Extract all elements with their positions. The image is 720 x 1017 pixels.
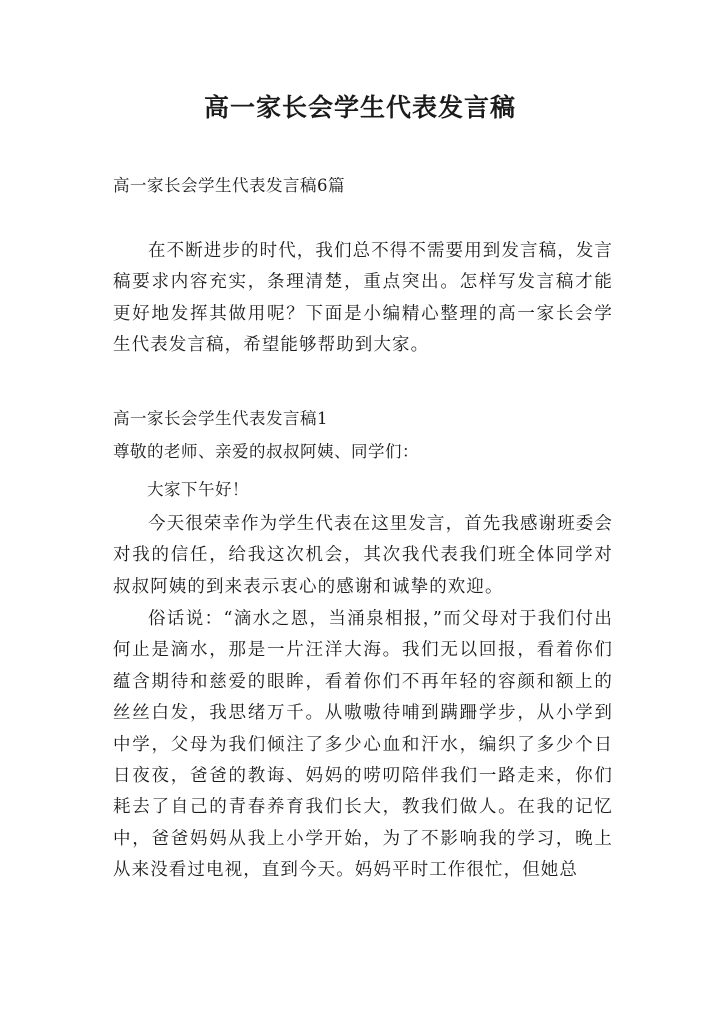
greeting: 大家下午好！ <box>147 480 249 499</box>
document-title: 高一家长会学生代表发言稿 <box>203 93 516 122</box>
body-paragraph: 今天很荣幸作为学生代表在这里发言，首先我感谢班委会对我的信任，给我这次机会，其次我代表我们班全体同学对叔叔阿姨的到来表示衷心的感谢和诚挚的欢迎。 <box>113 514 613 597</box>
section-heading: 高一家长会学生代表发言稿1 <box>113 409 328 428</box>
salutation: 尊敬的老师、亲爱的叔叔阿姨、同学们： <box>113 442 419 461</box>
intro-paragraph: 在不断进步的时代，我们总不得不需要用到发言稿，发言稿要求内容充实，条理清楚，重点突出。怎样写发言稿才能更好地发挥其做用呢？下面是小编精心整理的高一家长会学生代表发言稿，希望能够帮助到大家。 <box>113 241 613 356</box>
document-subtitle: 高一家长会学生代表发言稿6篇 <box>113 176 345 195</box>
body-paragraph: 俗话说：“滴水之恩，当涌泉相报，”而父母对于我们付出何止是滴水，那是一片汪洋大海。我们无以回报，看着你们蕴含期待和慈爱的眼眸，看着你们不再年轻的容颜和额上的丝丝白发，我思绪万千。从嗷嗷待哺到蹒跚学步，从小学到中学，父母为我们倾注了多少心血和汗水，编织了多少个日日夜夜，爸爸的教诲、妈妈的唠叨陪伴我们一路走来，你们耗去了自己的青春养育我们长大，教我们做人。在我的记忆中，爸爸妈妈从我上小学开始，为了不影响我的学习，晚上从来没看过电视，直到今天。妈妈平时工作很忙，但她总 <box>113 609 613 881</box>
